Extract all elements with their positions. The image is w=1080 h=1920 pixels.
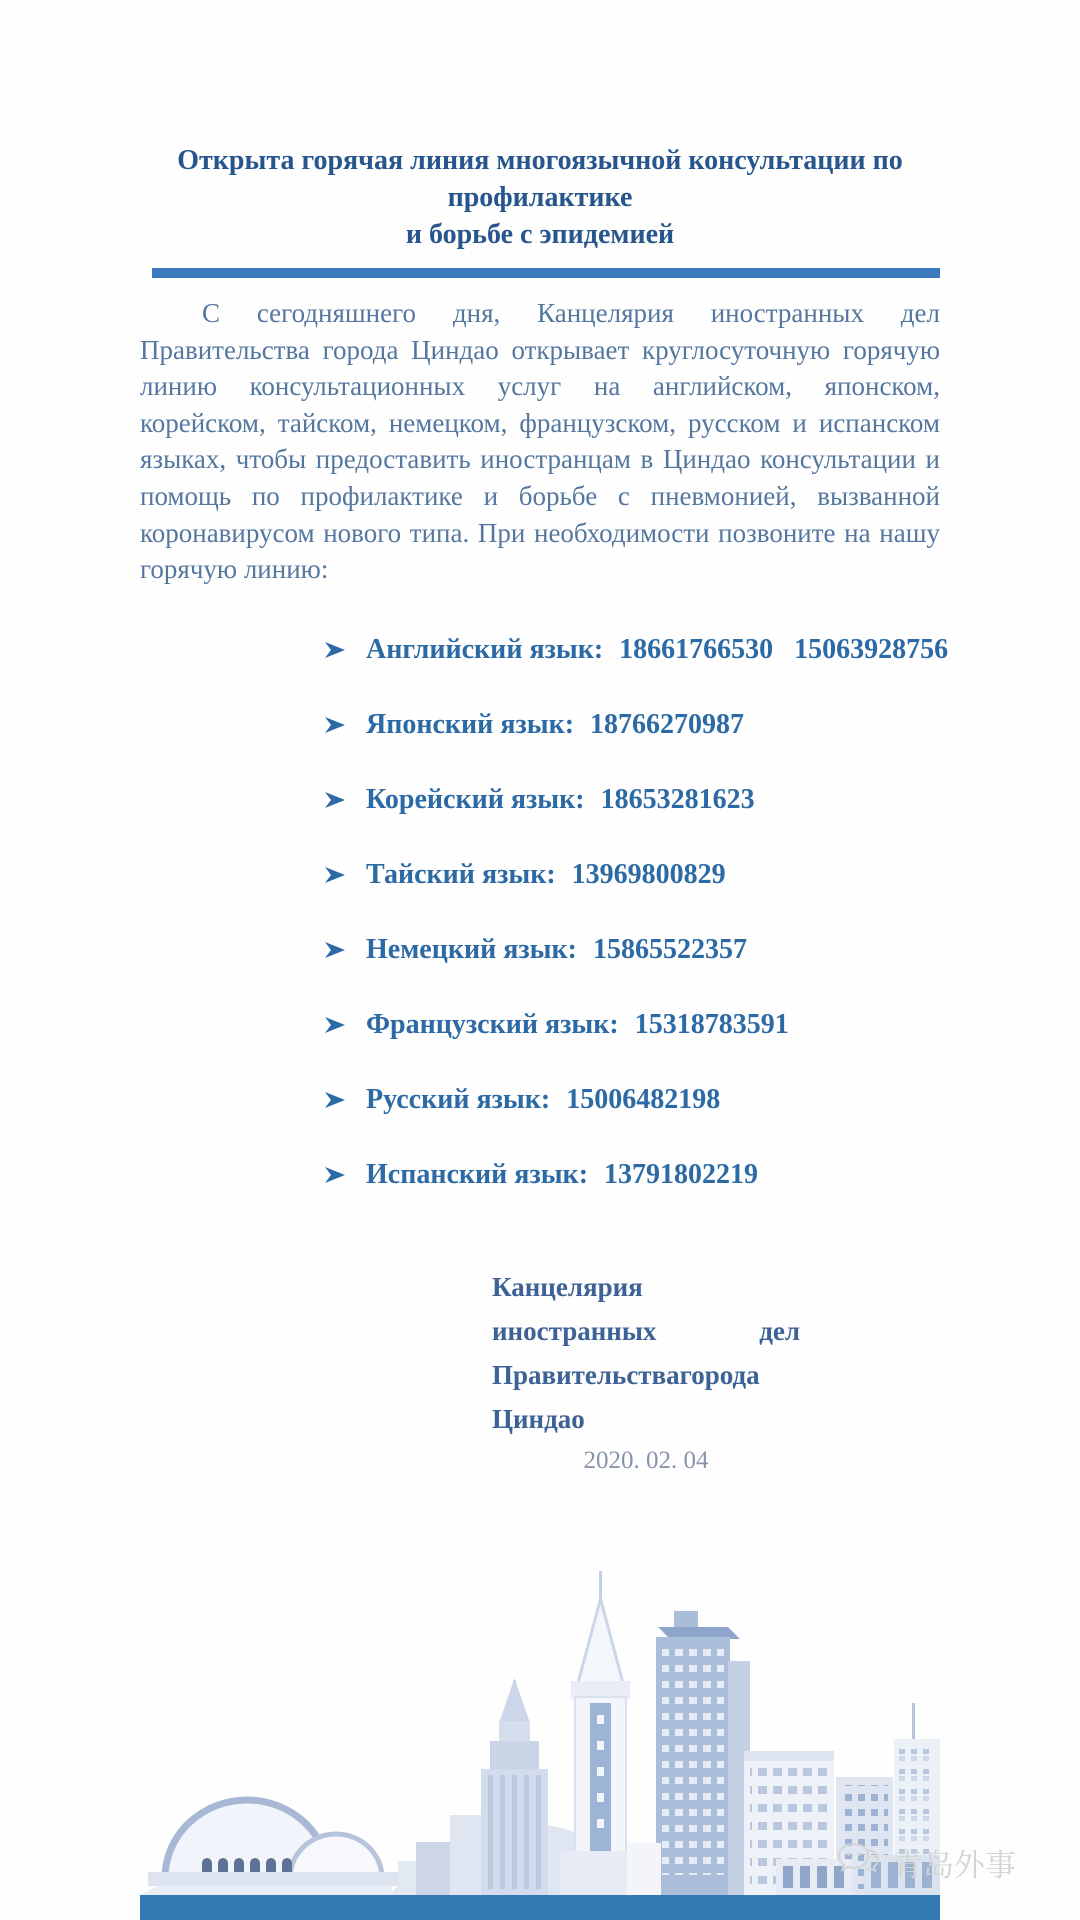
document-content <box>140 0 949 1920</box>
hotline-item-spanish <box>324 1159 940 1191</box>
arrow-bullet-icon <box>324 1088 346 1112</box>
signature-date: 2020. 02. 04 <box>583 1446 709 1474</box>
wechat-icon <box>836 1838 882 1886</box>
city-skyline-illustration <box>140 1565 940 1920</box>
arrow-bullet-icon <box>324 1163 346 1187</box>
signature-line-2: Правительствагорода Циндао <box>492 1359 760 1434</box>
hotline-language-label: Английский язык: <box>366 633 604 665</box>
hotline-phone-numbers: 15865522357 <box>592 933 747 965</box>
hotline-language-label: Испанский язык: <box>366 1158 589 1190</box>
hotline-phone-numbers: 18653281623 <box>600 783 755 815</box>
hotline-language-label: Немецкий язык: <box>366 933 577 965</box>
hotline-language-label: Корейский язык: <box>366 783 585 815</box>
hotline-phone-numbers: 15006482198 <box>566 1083 721 1115</box>
hotline-item-french <box>324 1009 940 1041</box>
hotline-item-thai <box>324 859 940 891</box>
arrow-bullet-icon <box>324 1013 346 1037</box>
signature-line-1: Канцелярия иностранных дел <box>492 1271 800 1346</box>
hotline-language-label: Французский язык: <box>366 1008 619 1040</box>
hotline-item-korean <box>324 784 940 816</box>
hotline-list <box>140 633 949 1191</box>
hotline-phone-numbers: 13969800829 <box>571 858 726 890</box>
arrow-bullet-icon <box>324 638 346 662</box>
hotline-item-english <box>324 633 949 666</box>
account-watermark <box>836 1838 1016 1886</box>
title-divider <box>152 268 940 278</box>
hotline-language-label: Японский язык: <box>366 708 575 740</box>
page-title <box>140 142 940 253</box>
hotline-phone-numbers: 13791802219 <box>604 1158 759 1190</box>
hotline-phone-numbers: 18766270987 <box>590 708 745 740</box>
hotline-phone-numbers: 18661766530 15063928756 <box>619 633 949 665</box>
arrow-bullet-icon <box>324 863 346 887</box>
hotline-item-japanese <box>324 709 940 741</box>
arrow-bullet-icon <box>324 788 346 812</box>
hotline-language-label: Тайский язык: <box>366 858 556 890</box>
hotline-language-label: Русский язык: <box>366 1083 551 1115</box>
hotline-item-german <box>324 934 940 966</box>
title-line-2: и борьбе с эпидемией <box>405 219 675 250</box>
hotline-phone-numbers: 15318783591 <box>634 1008 789 1040</box>
arrow-bullet-icon <box>324 713 346 737</box>
intro-paragraph: С сегодняшнего дня, Канцелярия иностранных дел Правительства города Циндао открывает круглосуточную горячую линию консультационных услуг на английском, японском, корейском, тайском, немецком, французском, русском и испанском языках, чтобы предоставить иностранцам в Циндао консультации и помощь по профилактике и борьбе с пневмонией, вызванной коронавирусом нового типа. При необходимости позвоните на нашу горячую линию: <box>140 298 940 585</box>
signature-block <box>492 1265 800 1479</box>
hotline-item-russian <box>324 1084 940 1116</box>
footer-blue-bar <box>140 1895 940 1920</box>
watermark-text: 青岛外事 <box>892 1847 1016 1884</box>
skyline-svg <box>140 1565 940 1895</box>
arrow-bullet-icon <box>324 938 346 962</box>
title-line-1: Открыта горячая линия многоязычной консультации по профилактике <box>177 145 903 213</box>
